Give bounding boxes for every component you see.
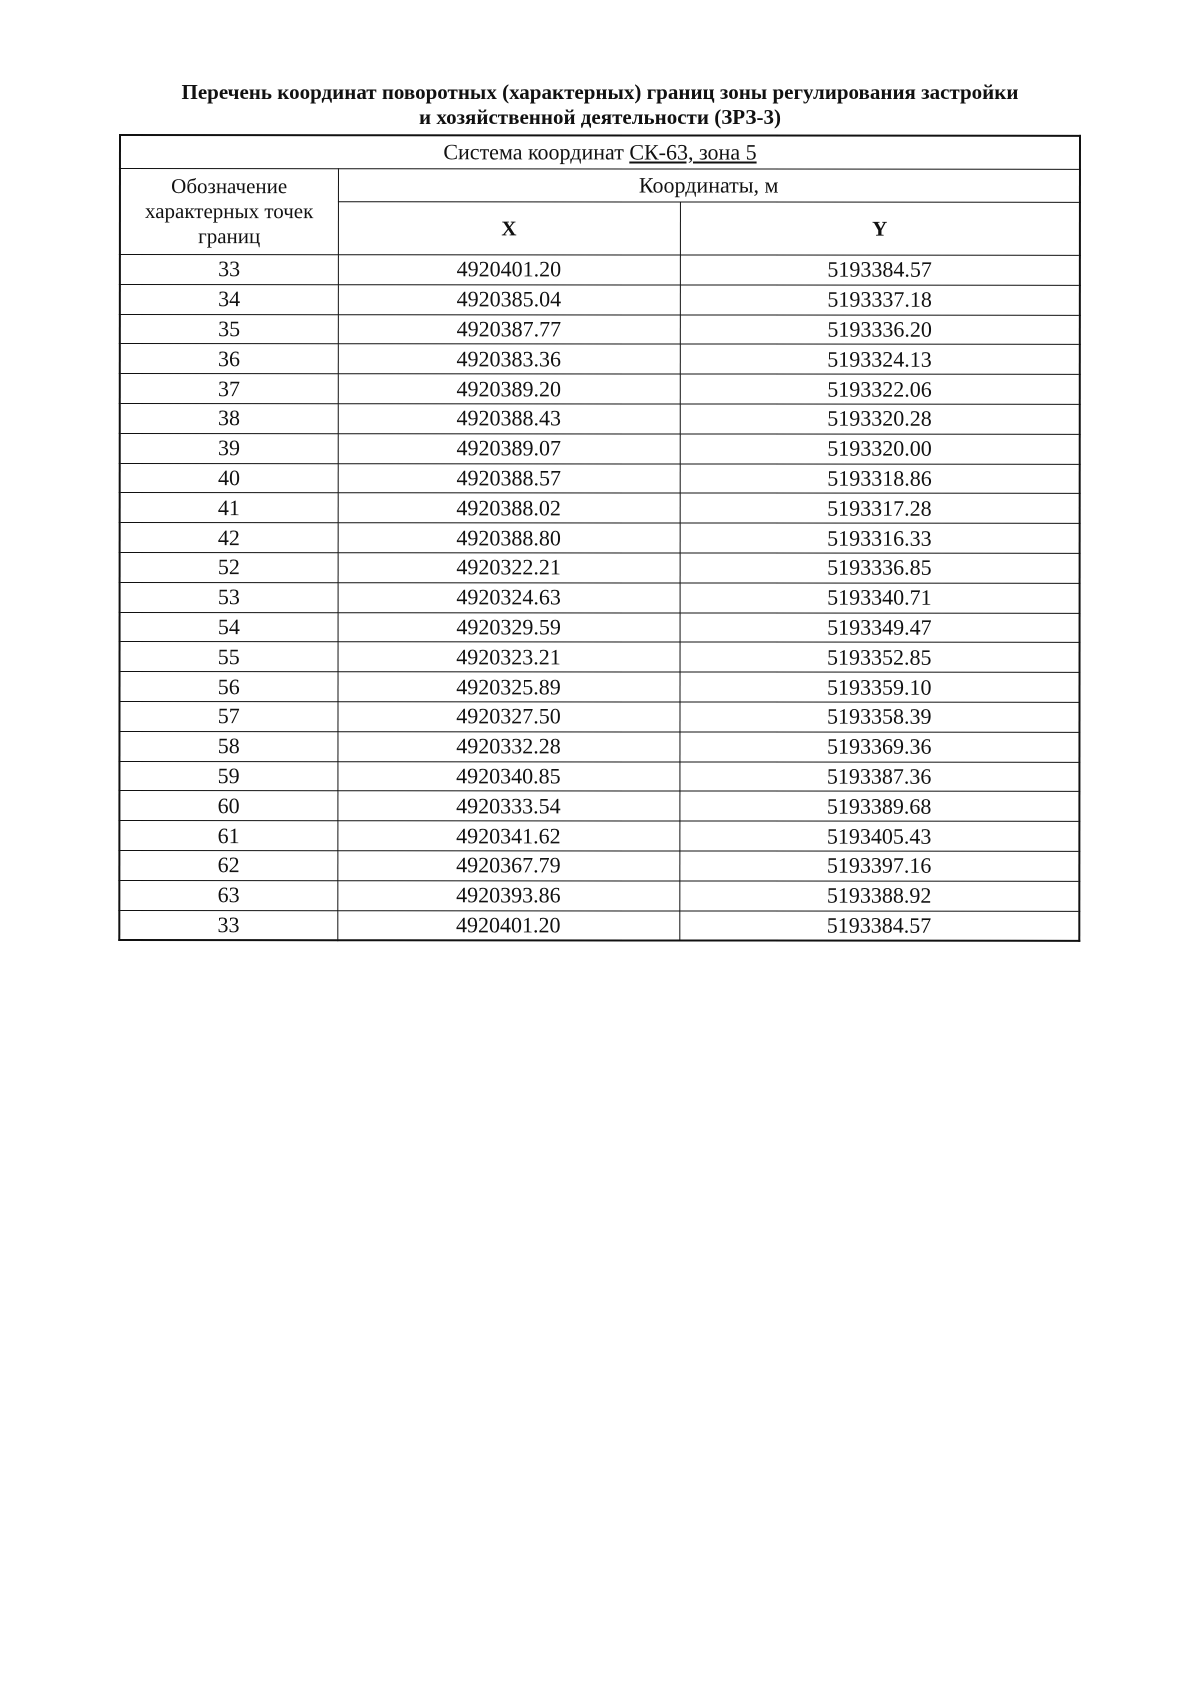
- y-cell: 5193397.16: [679, 851, 1079, 881]
- header-row-1: [120, 169, 1080, 203]
- point-cell: 52: [120, 552, 338, 582]
- point-cell: 53: [120, 582, 338, 612]
- point-cell: 34: [120, 284, 338, 314]
- y-cell: 5193359.10: [680, 672, 1080, 702]
- y-cell: 5193318.86: [680, 464, 1080, 494]
- point-cell: 57: [119, 701, 337, 731]
- x-cell: 4920389.07: [338, 433, 680, 463]
- table-row: [119, 821, 1079, 852]
- x-cell: 4920322.21: [338, 553, 680, 583]
- table-row: [120, 463, 1080, 494]
- x-cell: 4920389.20: [338, 374, 680, 404]
- table-row: [119, 880, 1079, 911]
- y-cell: 5193384.57: [679, 911, 1079, 942]
- point-cell: 54: [120, 612, 338, 642]
- x-cell: 4920385.04: [338, 284, 680, 314]
- y-cell: 5193317.28: [680, 493, 1080, 523]
- x-cell: 4920332.28: [337, 731, 679, 761]
- x-cell: 4920340.85: [337, 761, 679, 791]
- y-cell: 5193340.71: [680, 583, 1080, 613]
- y-cell: 5193358.39: [679, 702, 1079, 732]
- table-row: [120, 374, 1080, 405]
- y-cell: 5193320.28: [680, 404, 1080, 434]
- point-cell: 41: [120, 493, 338, 523]
- point-cell: 36: [120, 344, 338, 374]
- table-row: [119, 701, 1079, 732]
- x-cell: 4920324.63: [338, 582, 680, 612]
- y-cell: 5193324.13: [680, 344, 1080, 374]
- coordinate-system-cell: [120, 135, 1080, 169]
- table-body: [120, 135, 1080, 255]
- coordinates-table: [118, 134, 1081, 942]
- point-cell: 42: [120, 523, 338, 553]
- x-cell: 4920388.43: [338, 404, 680, 434]
- table-row: [119, 791, 1079, 822]
- y-cell: 5193405.43: [679, 821, 1079, 851]
- table-row: [120, 255, 1080, 286]
- x-header: X: [338, 202, 680, 255]
- point-cell: 35: [120, 314, 338, 344]
- y-cell: 5193336.20: [680, 315, 1080, 345]
- point-cell: 58: [119, 731, 337, 761]
- table-row: [120, 672, 1080, 703]
- table-row: [120, 284, 1080, 315]
- table-row: [120, 344, 1080, 375]
- y-cell: 5193349.47: [680, 613, 1080, 643]
- x-cell: 4920341.62: [337, 821, 679, 851]
- table-row: [120, 403, 1080, 434]
- y-cell: 5193387.36: [679, 762, 1079, 792]
- table-row: [120, 493, 1080, 524]
- x-cell: 4920323.21: [338, 642, 680, 672]
- point-cell: 33: [120, 255, 338, 285]
- table-row: [119, 761, 1079, 792]
- y-cell: 5193389.68: [679, 791, 1079, 821]
- x-cell: 4920367.79: [337, 851, 679, 881]
- point-cell: 59: [119, 761, 337, 791]
- point-cell: 62: [119, 850, 337, 880]
- y-cell: 5193316.33: [680, 523, 1080, 553]
- point-cell: 37: [120, 374, 338, 404]
- y-cell: 5193369.36: [679, 732, 1079, 762]
- x-cell: 4920383.36: [338, 344, 680, 374]
- table-row: [120, 552, 1080, 583]
- coords-header: Координаты, м: [338, 169, 1080, 203]
- table-row: [120, 612, 1080, 643]
- x-cell: 4920387.77: [338, 314, 680, 344]
- point-cell: 40: [120, 463, 338, 493]
- x-cell: 4920388.80: [338, 523, 680, 553]
- title-line-2: и хозяйственной деятельности (ЗРЗ-3): [419, 105, 781, 129]
- table-row: [120, 433, 1080, 464]
- point-cell: 39: [120, 433, 338, 463]
- coordinate-system-prefix: Система координат: [443, 139, 630, 165]
- coordinate-system-row: [120, 135, 1080, 169]
- table-row: [120, 523, 1080, 554]
- x-cell: 4920327.50: [337, 702, 679, 732]
- coordinate-system-name: СК-63, зона 5: [629, 139, 757, 165]
- table-row: [119, 731, 1079, 762]
- x-cell: 4920329.59: [338, 612, 680, 642]
- y-cell: 5193384.57: [680, 255, 1080, 285]
- x-cell: 4920388.57: [338, 463, 680, 493]
- table-row: [120, 642, 1080, 673]
- point-cell: 60: [119, 791, 337, 821]
- title-line-1: Перечень координат поворотных (характерных) границ зоны регулирования застройки: [181, 80, 1019, 104]
- point-cell: 38: [120, 403, 338, 433]
- table-row: [120, 582, 1080, 613]
- table-row: [119, 850, 1079, 881]
- x-cell: 4920325.89: [338, 672, 680, 702]
- point-cell: 55: [120, 642, 338, 672]
- table-row: [119, 910, 1079, 941]
- point-cell: 33: [119, 910, 337, 940]
- x-cell: 4920333.54: [337, 791, 679, 821]
- y-cell: 5193336.85: [680, 553, 1080, 583]
- y-cell: 5193320.00: [680, 434, 1080, 464]
- point-cell: 56: [120, 672, 338, 702]
- y-cell: 5193388.92: [679, 881, 1079, 911]
- y-header: Y: [680, 202, 1080, 255]
- y-cell: 5193322.06: [680, 374, 1080, 404]
- x-cell: 4920401.20: [338, 255, 680, 285]
- page-title: [80, 80, 1120, 130]
- table-row: [120, 314, 1080, 345]
- x-cell: 4920393.86: [337, 880, 679, 910]
- y-cell: 5193352.85: [680, 642, 1080, 672]
- data-rows: [119, 255, 1080, 942]
- point-header: Обозначение характерных точек границ: [120, 169, 338, 255]
- x-cell: 4920401.20: [337, 910, 679, 941]
- point-cell: 63: [119, 880, 337, 910]
- point-cell: 61: [119, 821, 337, 851]
- y-cell: 5193337.18: [680, 285, 1080, 315]
- x-cell: 4920388.02: [338, 493, 680, 523]
